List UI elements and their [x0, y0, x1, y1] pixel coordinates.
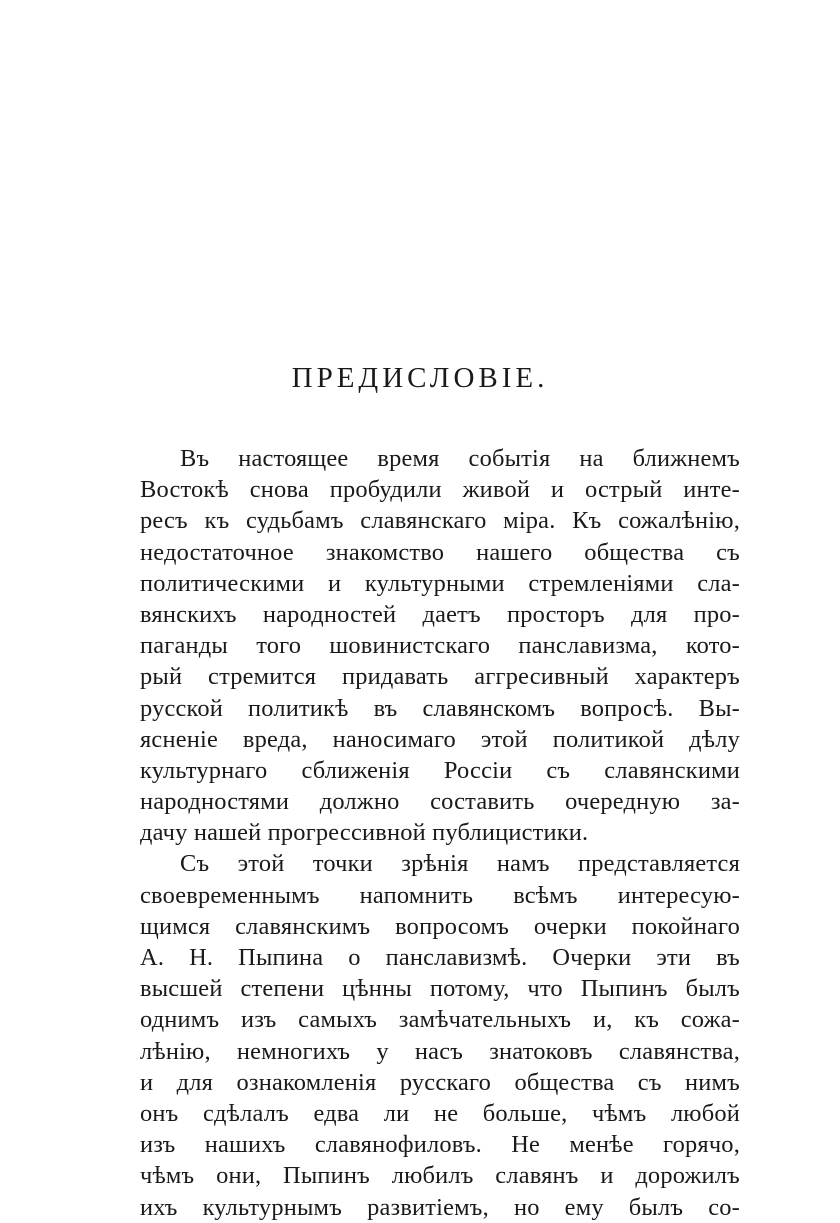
page-title: ПРЕДИСЛОВІЕ.	[291, 362, 549, 394]
paragraph-line: лѣнію, немногихъ у насъ знатоковъ славянства,	[140, 1037, 740, 1065]
paragraph-line: чѣмъ они, Пыпинъ любилъ славянъ и дорожилъ	[140, 1162, 740, 1190]
paragraph-line: рый стремится придавать аггресивный характеръ	[140, 663, 740, 691]
paragraph-line: политическими и культурными стремленіями сла-	[140, 569, 740, 597]
paragraph-line: русской политикѣ въ славянскомъ вопросѣ. Вы-	[140, 694, 740, 722]
paragraph-line: ясненіе вреда, наносимаго этой политикой дѣлу	[140, 725, 740, 753]
paragraph-line: дачу нашей прогрессивной публицистики.	[140, 819, 589, 847]
paragraph-line: ресъ къ судьбамъ славянскаго міра. Къ сожалѣнію,	[140, 507, 740, 535]
paragraph-line: вянскихъ народностей даетъ просторъ для про-	[140, 600, 740, 628]
paragraph-line: недостаточное знакомство нашего общества съ	[140, 538, 740, 566]
document-body	[140, 443, 740, 1223]
paragraph-line: паганды того шовинистскаго панславизма, кото-	[140, 632, 740, 660]
paragraph-line: высшей степени цѣнны потому, что Пыпинъ былъ	[140, 975, 740, 1003]
paragraph-line: щимся славянскимъ вопросомъ очерки покойнаго	[140, 912, 740, 940]
paragraph-line: народностями должно составить очередную за-	[140, 788, 740, 816]
paragraph-line: Востокѣ снова пробудили живой и острый инте-	[140, 476, 740, 504]
paragraph-line: Въ настоящее время событія на ближнемъ	[180, 445, 740, 472]
paragraph-line: онъ сдѣлалъ едва ли не больше, чѣмъ любой	[140, 1099, 740, 1127]
paragraph-line: своевременнымъ напомнить всѣмъ интересую-	[140, 881, 740, 909]
paragraph-line: культурнаго сближенія Россіи съ славянскими	[140, 756, 740, 784]
paragraph-line: А. Н. Пыпина о панславизмѣ. Очерки эти въ	[140, 944, 740, 971]
paragraph-line: и для ознакомленія русскаго общества съ нимъ	[140, 1068, 740, 1096]
paragraph-line: ихъ культурнымъ развитіемъ, но ему былъ со-	[140, 1193, 740, 1221]
paragraph-line: Съ этой точки зрѣнія намъ представляется	[180, 850, 740, 878]
paragraph-line: однимъ изъ самыхъ замѣчательныхъ и, къ сожа-	[140, 1006, 740, 1034]
paragraph-line: изъ нашихъ славянофиловъ. Не менѣе горячо,	[140, 1131, 740, 1159]
